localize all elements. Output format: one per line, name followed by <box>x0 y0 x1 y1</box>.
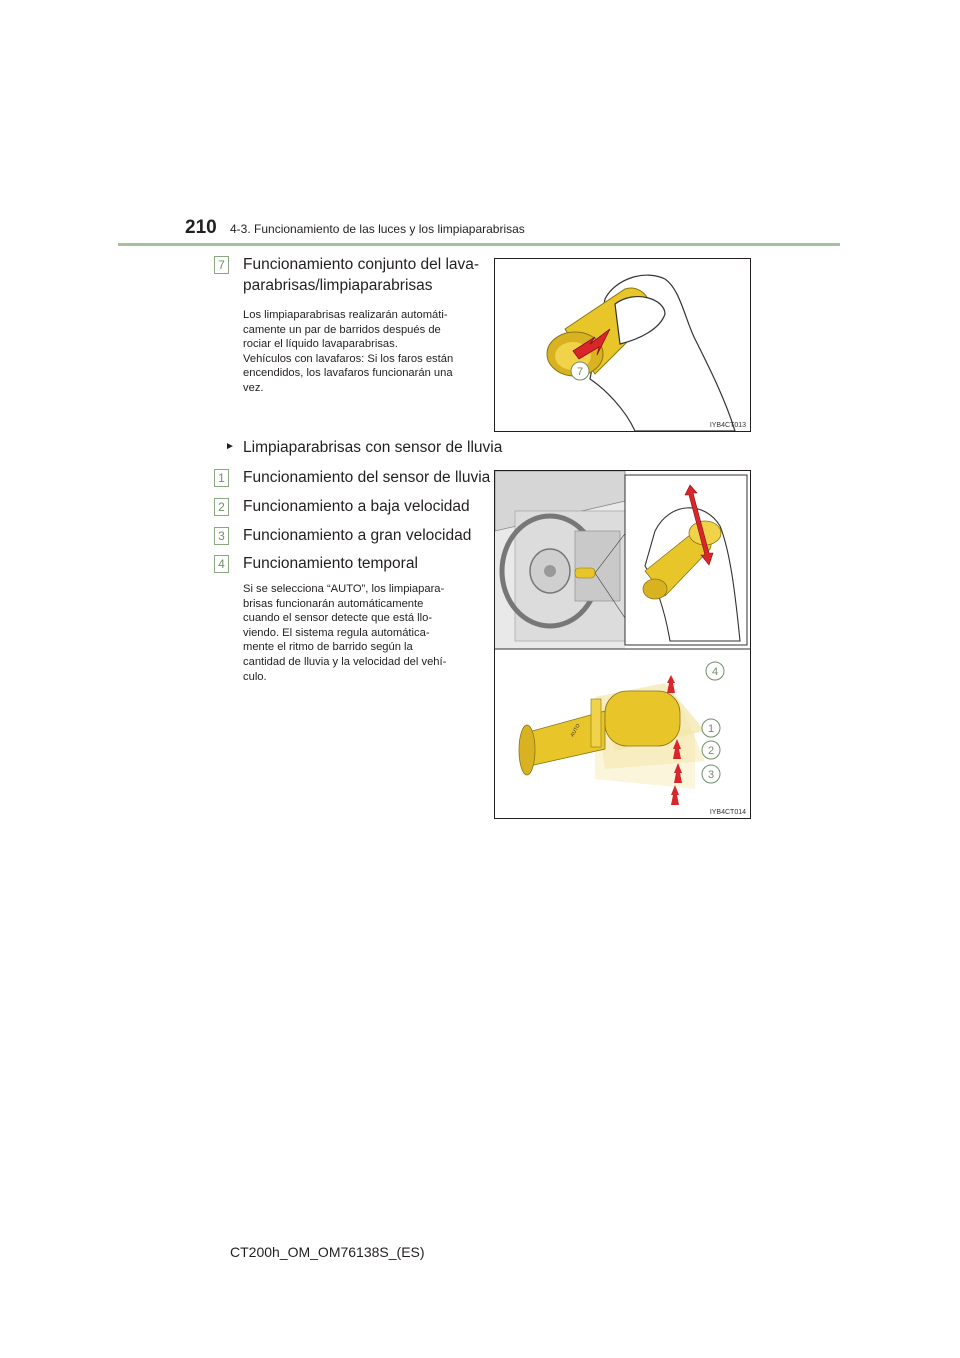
washer-figure <box>494 258 751 432</box>
item-1-title: Funcionamiento del sensor de lluvia <box>243 469 491 486</box>
item-7-title-line: Funcionamiento conjunto del lava- <box>243 256 480 273</box>
wiper-figure-label-4: 4 <box>711 666 719 678</box>
rain-text-line: culo. <box>243 670 267 683</box>
item-7-text-line: vez. <box>243 381 264 394</box>
item-badge-4: 4 <box>214 555 229 573</box>
rain-sensor-heading: Limpiaparabrisas con sensor de lluvia <box>243 439 503 456</box>
wiper-illustration <box>495 471 750 818</box>
item-7-text-line: encendidos, los lavafaros funcionarán una <box>243 367 453 380</box>
rain-text-line: viendo. El sistema regula automática- <box>243 626 430 639</box>
item-7-title-line: parabrisas/limpiaparabrisas <box>243 277 433 294</box>
rain-text-line: cuando el sensor detecte que está llo- <box>243 612 433 625</box>
wiper-figure <box>494 470 751 819</box>
item-7-text-line: Los limpiaparabrisas realizarán automáti- <box>243 309 448 321</box>
section-title: 4-3. Funcionamiento de las luces y los limpiaparabrisas <box>230 222 525 236</box>
wiper-figure-label-1: 1 <box>707 723 715 735</box>
item-7-text-line: rociar el líquido lavaparabrisas. <box>243 338 398 351</box>
item-badge-7: 7 <box>214 256 229 274</box>
item-7-text-line: Vehículos con lavafaros: Si los faros están <box>243 352 454 365</box>
rain-text-line: brisas funcionarán automáticamente <box>243 597 424 610</box>
washer-figure-label: 7 <box>576 366 584 378</box>
washer-illustration <box>495 259 750 431</box>
header-rule <box>118 243 840 246</box>
item-2-title: Funcionamiento a baja velocidad <box>243 498 470 515</box>
footer-doc-id: CT200h_OM_OM76138S_(ES) <box>230 1244 425 1260</box>
rain-sensor-text <box>243 582 485 684</box>
heading-arrow-icon: ► <box>225 441 235 452</box>
lever-auto-label: AUTO <box>569 723 582 738</box>
wiper-figure-label-2: 2 <box>707 745 715 757</box>
rain-text-line: mente el ritmo de barrido según la <box>243 641 413 654</box>
item-7-text-line: camente un par de barridos después de <box>243 323 441 336</box>
item-4-title: Funcionamiento temporal <box>243 555 418 572</box>
item-3-title: Funcionamiento a gran velocidad <box>243 527 472 544</box>
wiper-figure-code: IYB4CT014 <box>709 809 746 816</box>
item-badge-2: 2 <box>214 498 229 516</box>
page-number: 210 <box>185 217 217 238</box>
wiper-figure-label-3: 3 <box>707 769 715 781</box>
rain-text-line: Si se selecciona “AUTO”, los limpiapara- <box>243 583 445 595</box>
washer-figure-code: IYB4CT013 <box>709 422 746 429</box>
item-badge-3: 3 <box>214 527 229 545</box>
item-badge-1: 1 <box>214 469 229 487</box>
item-7-title <box>243 254 488 296</box>
rain-text-line: cantidad de lluvia y la velocidad del vehí- <box>243 655 447 668</box>
item-7-text <box>243 308 485 396</box>
